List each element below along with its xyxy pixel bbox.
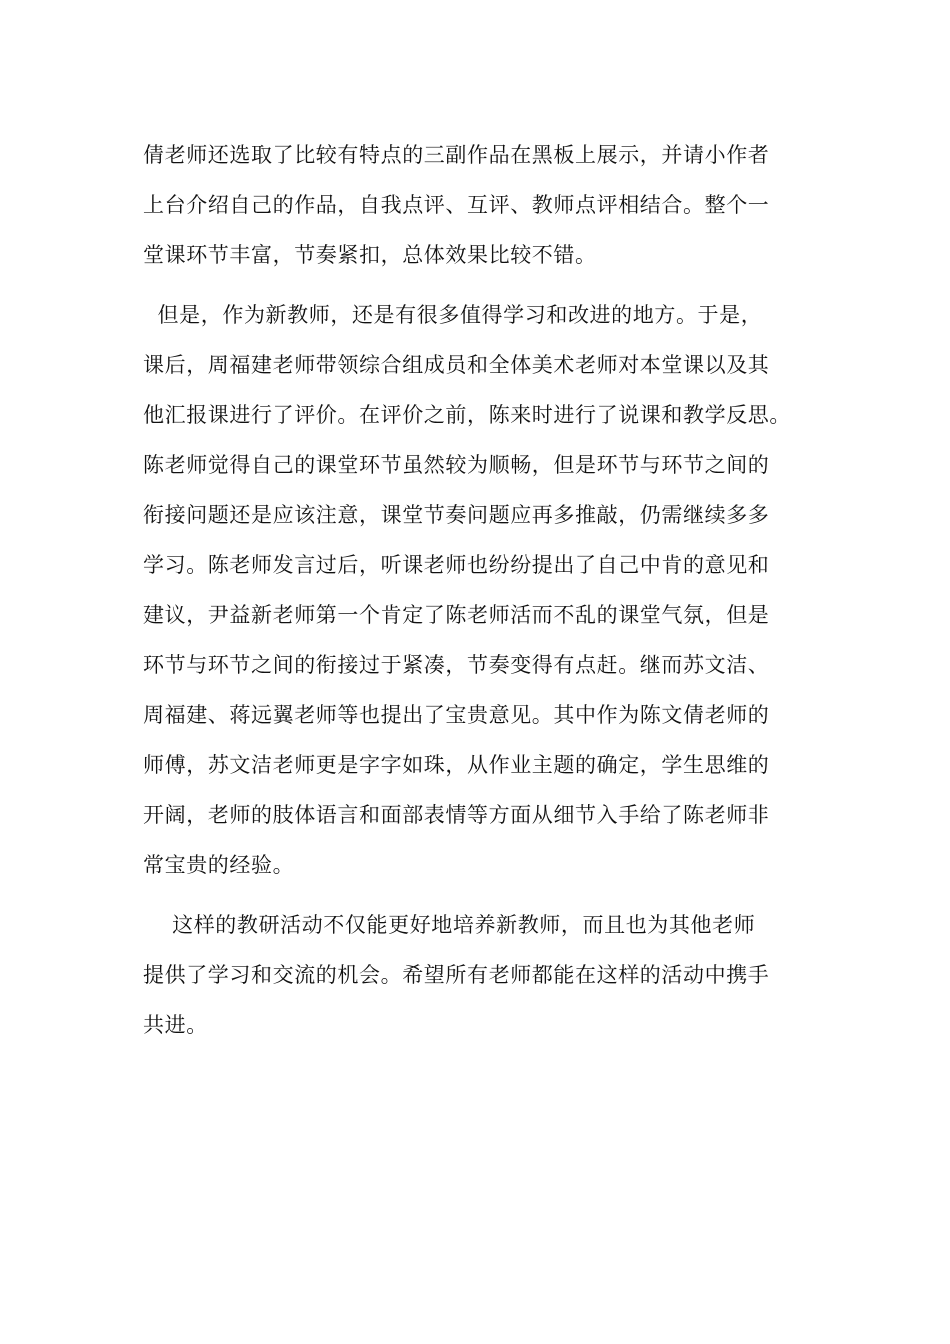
paragraph-1 [143, 130, 813, 280]
text-line: 师傅，苏文洁老师更是字字如珠，从作业主题的确定，学生思维的 [143, 753, 770, 777]
paragraph-gap [143, 280, 813, 290]
text-line: 他汇报课进行了评价。在评价之前，陈来时进行了说课和教学反思。 [143, 403, 791, 427]
text-line: 学习。陈老师发言过后，听课老师也纷纷提出了自己中肯的意见和 [143, 553, 770, 577]
text-line: 周福建、蒋远翼老师等也提出了宝贵意见。其中作为陈文倩老师的 [143, 703, 770, 727]
text-line: 这样的教研活动不仅能更好地培养新教师，而且也为其他老师 [143, 913, 756, 937]
text-line: 倩老师还选取了比较有特点的三副作品在黑板上展示，并请小作者 [143, 143, 770, 167]
document-body [143, 130, 813, 1050]
paragraph-gap [143, 890, 813, 900]
text-line: 上台介绍自己的作品，自我点评、互评、教师点评相结合。整个一 [143, 193, 770, 217]
text-line: 建议，尹益新老师第一个肯定了陈老师活而不乱的课堂气氛，但是 [143, 603, 770, 627]
text-line: 开阔，老师的肢体语言和面部表情等方面从细节入手给了陈老师非 [143, 803, 770, 827]
text-line: 环节与环节之间的衔接过于紧凑，节奏变得有点赶。继而苏文洁、 [143, 653, 770, 677]
text-line: 共进。 [143, 1013, 208, 1037]
text-line: 陈老师觉得自己的课堂环节虽然较为顺畅，但是环节与环节之间的 [143, 453, 770, 477]
text-line: 常宝贵的经验。 [143, 853, 295, 877]
text-line: 堂课环节丰富，节奏紧扣，总体效果比较不错。 [143, 243, 597, 267]
text-line: 但是，作为新教师，还是有很多值得学习和改进的地方。于是， [143, 303, 763, 327]
text-line: 提供了学习和交流的机会。希望所有老师都能在这样的活动中携手 [143, 963, 770, 987]
paragraph-3 [143, 900, 813, 1050]
text-line: 衔接问题还是应该注意，课堂节奏问题应再多推敲，仍需继续多多 [143, 503, 770, 527]
paragraph-2 [143, 290, 813, 890]
text-line: 课后，周福建老师带领综合组成员和全体美术老师对本堂课以及其 [143, 353, 770, 377]
